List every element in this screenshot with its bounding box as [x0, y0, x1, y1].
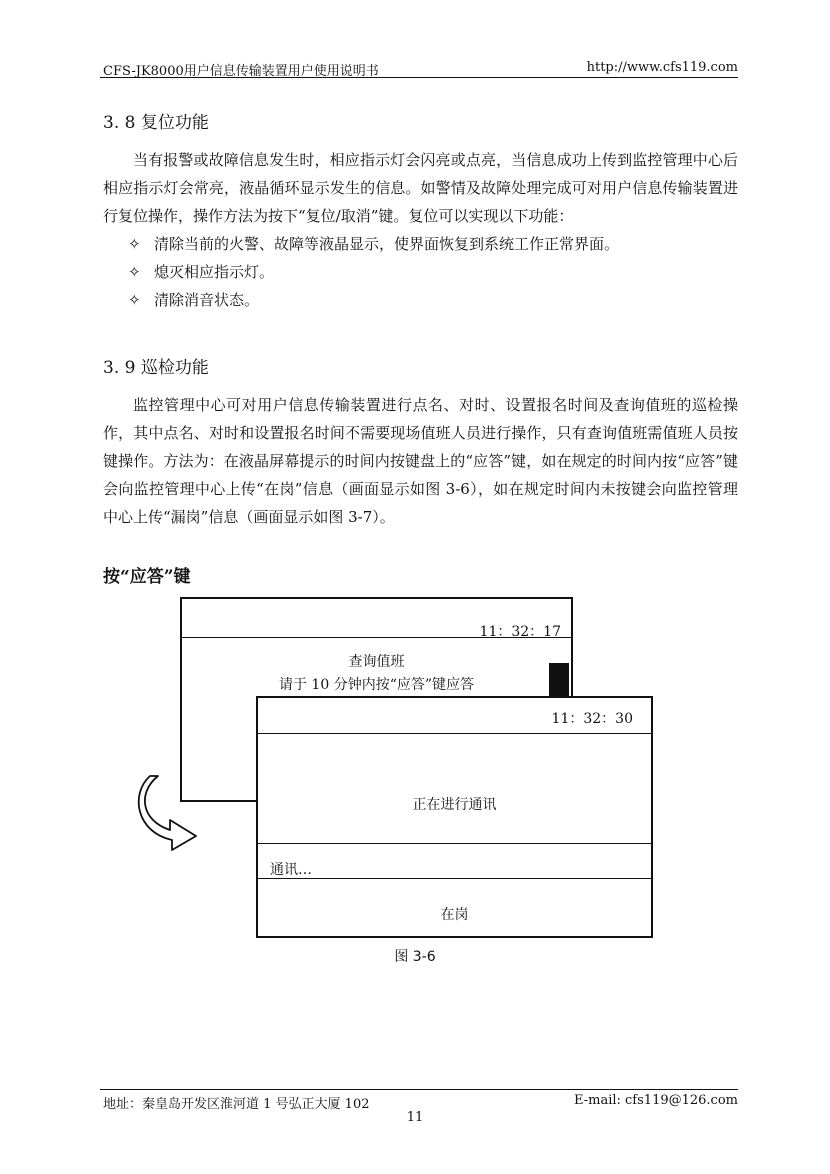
diamond-bullet-icon: ✧ — [128, 235, 141, 253]
back-screen-line1: 查询值班 — [348, 654, 405, 670]
diamond-bullet-icon: ✧ — [128, 263, 141, 281]
curved-arrow-icon — [136, 772, 206, 852]
section-3-9-paragraph: 监控管理中心可对用户信息传输装置进行点名、对时、设置报名时间及查询值班的巡检操作，其中点名、对时和设置报名时间不需要现场值班人员进行操作，只有查询值班需值班人员按键操作。方法为：在液晶屏幕提示的时间内按键盘上的“应答”键，如在规定的时间内按“应答”键会向监控管理中心上传“在岗”信息（画面显示如图 3-6），如在规定时间内未按键会向监控管理中心上传“漏岗”信息（画面显示如图 3-7）。 — [103, 396, 738, 526]
scroll-indicator — [549, 663, 569, 697]
bullet-item-1 — [128, 233, 619, 254]
diamond-bullet-icon: ✧ — [128, 291, 141, 309]
bullet-text: 熄灭相应指示灯。 — [154, 263, 275, 281]
section-3-8-paragraph: 当有报警或故障信息发生时，相应指示灯会闪亮或点亮，当信息成功上传到监控管理中心后相应指示灯会常亮，液晶循环显示发生的信息。如警情及故障处理完成可对用户信息传输装置进行复位操作，操作方法为按下“复位/取消”键。复位可以实现以下功能： — [103, 151, 738, 225]
front-screen-time: 11：32：30 — [551, 711, 633, 727]
front-screen-bottom-text: 在岗 — [440, 907, 469, 923]
footer-address: 地址：秦皇岛开发区淮河道 1 号弘正大厦 102 — [103, 1097, 370, 1112]
back-screen-header — [182, 599, 571, 638]
front-screen-header — [258, 698, 651, 734]
bullet-text: 清除消音状态。 — [154, 291, 260, 309]
bullet-item-2 — [128, 261, 274, 282]
header-divider — [100, 77, 738, 78]
figure-heading: 按“应答”键 — [103, 567, 191, 587]
bullet-item-3 — [128, 289, 259, 310]
back-screen-line2: 请于 10 分钟内按“应答”键应答 — [278, 677, 475, 693]
footer-email[interactable]: E-mail: cfs119@126.com — [574, 1093, 738, 1108]
header-url[interactable]: http://www.cfs119.com — [586, 60, 738, 75]
section-3-8-title: 3. 8 复位功能 — [103, 113, 209, 133]
back-screen-time: 11：32：17 — [479, 624, 561, 640]
section-3-9-title: 3. 9 巡检功能 — [103, 358, 209, 378]
page-number: 11 — [406, 1110, 424, 1125]
footer-divider — [100, 1089, 738, 1090]
bullet-text: 清除当前的火警、故障等液晶显示，使界面恢复到系统工作正常界面。 — [154, 235, 620, 253]
figure-caption: 图 3-6 — [394, 949, 436, 965]
front-screen-status-row — [258, 843, 651, 879]
front-screen-status: 通讯… — [270, 862, 312, 878]
header-title: CFS-JK8000用户信息传输装置用户使用说明书 — [103, 64, 379, 79]
front-screen-main-text: 正在进行通讯 — [412, 797, 497, 813]
front-lcd-screen — [256, 696, 653, 938]
